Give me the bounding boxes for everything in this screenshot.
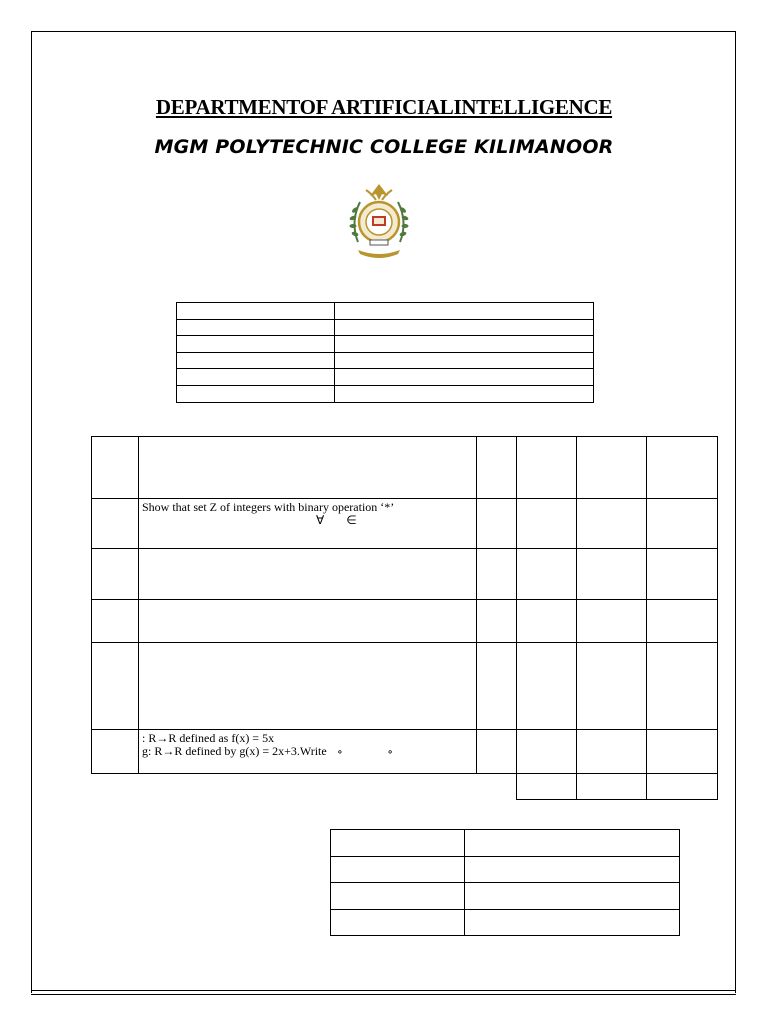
table-row [92, 600, 718, 643]
table-row [331, 909, 680, 936]
student-info-table [176, 302, 594, 403]
question-text [139, 499, 477, 549]
college-seal-emblem [346, 180, 412, 262]
composition-symbol: ∘ [386, 747, 394, 758]
table-row [92, 437, 718, 499]
table-row [177, 369, 594, 386]
table-row [177, 336, 594, 353]
for-all-symbol: ∀ [316, 513, 325, 527]
table-row [92, 549, 718, 600]
college-title: MGM POLYTECHNIC COLLEGE KILIMANOOR [154, 136, 614, 158]
question-6-line-1: : R→R defined as f(x) = 5x [142, 731, 275, 745]
composition-symbol: ∘ [336, 747, 343, 758]
table-row [92, 643, 718, 730]
table-row [92, 774, 718, 800]
table-row [92, 730, 718, 774]
table-row [177, 352, 594, 369]
table-row [177, 385, 594, 402]
table-row [331, 883, 680, 910]
table-row [331, 830, 680, 857]
question-2-text: Show that set Z of integers with binary operation ‘*’ [142, 500, 395, 514]
department-title: DEPARTMENTOF ARTIFICIALINTELLIGENCE [155, 95, 613, 119]
question-text [139, 730, 477, 774]
table-row [177, 303, 594, 320]
element-of-symbol: ∈ [346, 513, 357, 527]
table-row [92, 499, 718, 549]
page-bottom-rule [31, 990, 736, 995]
question-2-symbols [142, 514, 473, 527]
table-row [177, 319, 594, 336]
table-row [331, 856, 680, 883]
question-6-line-2: g: R→R defined by g(x) = 2x+3.Write [142, 744, 327, 758]
question-table [91, 436, 718, 800]
signature-table [330, 829, 680, 936]
